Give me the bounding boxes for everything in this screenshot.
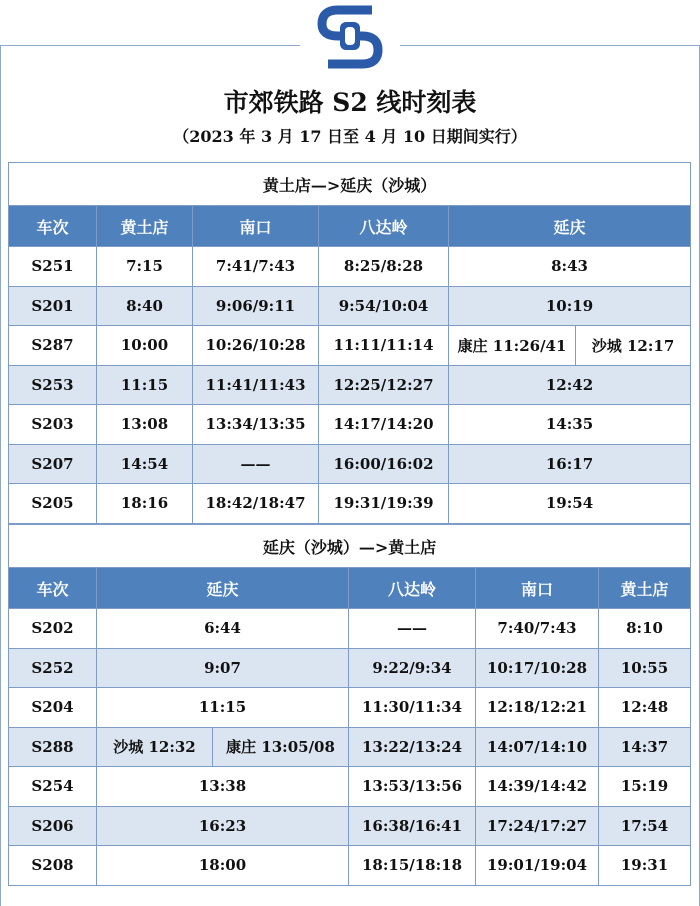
header-row: [9, 568, 691, 609]
train-number: S253: [9, 365, 97, 405]
train-number: S206: [9, 806, 97, 846]
time-cell: 14:37: [599, 727, 691, 767]
time-cell: 16:38/16:41: [349, 806, 476, 846]
train-number: S205: [9, 484, 97, 524]
column-header: 车次: [9, 206, 97, 247]
time-cell: 16:17: [449, 444, 691, 484]
time-cell: 10:55: [599, 648, 691, 688]
time-cell: 11:30/11:34: [349, 688, 476, 728]
time-cell: 18:15/18:18: [349, 846, 476, 886]
train-number: S287: [9, 326, 97, 366]
time-cell: 11:15: [97, 365, 193, 405]
table-row: [9, 444, 691, 484]
table-row: [9, 405, 691, 445]
time-cell: 8:40: [97, 286, 193, 326]
time-cell: 19:31/19:39: [319, 484, 449, 524]
train-number: S251: [9, 247, 97, 287]
time-cell: 沙城 12:32: [97, 727, 213, 767]
time-cell: 康庄 11:26/41: [449, 326, 576, 366]
time-cell: 7:41/7:43: [193, 247, 319, 287]
time-cell: 11:15: [97, 688, 349, 728]
time-cell: 6:44: [97, 609, 349, 649]
table-row: [9, 365, 691, 405]
table-row: [9, 484, 691, 524]
time-cell: 12:48: [599, 688, 691, 728]
time-cell: 14:39/14:42: [476, 767, 599, 807]
time-cell: 10:26/10:28: [193, 326, 319, 366]
time-cell: 8:43: [449, 247, 691, 287]
train-number: S204: [9, 688, 97, 728]
time-cell: 16:00/16:02: [319, 444, 449, 484]
time-cell: 15:19: [599, 767, 691, 807]
time-cell: 13:53/13:56: [349, 767, 476, 807]
time-cell: 17:54: [599, 806, 691, 846]
train-number: S202: [9, 609, 97, 649]
time-cell: 18:42/18:47: [193, 484, 319, 524]
time-cell: 9:22/9:34: [349, 648, 476, 688]
train-number: S207: [9, 444, 97, 484]
time-cell: 12:25/12:27: [319, 365, 449, 405]
train-number: S203: [9, 405, 97, 445]
time-cell: ——: [193, 444, 319, 484]
logo-icon: [300, 2, 400, 72]
time-cell: 11:11/11:14: [319, 326, 449, 366]
time-cell: 13:38: [97, 767, 349, 807]
time-cell: 14:07/14:10: [476, 727, 599, 767]
train-number: S252: [9, 648, 97, 688]
train-number: S254: [9, 767, 97, 807]
time-cell: 12:42: [449, 365, 691, 405]
time-cell: 16:23: [97, 806, 349, 846]
table-row: [9, 648, 691, 688]
time-cell: 13:08: [97, 405, 193, 445]
time-cell: 10:17/10:28: [476, 648, 599, 688]
column-header: 八达岭: [319, 206, 449, 247]
table-row: [9, 767, 691, 807]
time-cell: 13:22/13:24: [349, 727, 476, 767]
time-cell: 9:07: [97, 648, 349, 688]
column-header: 黄土店: [97, 206, 193, 247]
train-number: S208: [9, 846, 97, 886]
time-cell: 9:06/9:11: [193, 286, 319, 326]
column-header: 南口: [476, 568, 599, 609]
inbound-timetable: [8, 524, 691, 886]
direction-caption: 黄土店—>延庆（沙城）: [9, 163, 691, 206]
time-cell: 10:19: [449, 286, 691, 326]
time-cell: 康庄 13:05/08: [213, 727, 349, 767]
time-cell: 10:00: [97, 326, 193, 366]
direction-caption: 延庆（沙城）—>黄土店: [9, 525, 691, 568]
time-cell: 19:54: [449, 484, 691, 524]
time-cell: 9:54/10:04: [319, 286, 449, 326]
column-header: 延庆: [97, 568, 349, 609]
header-row: [9, 206, 691, 247]
column-header: 八达岭: [349, 568, 476, 609]
time-cell: 14:54: [97, 444, 193, 484]
railway-logo: [300, 2, 400, 72]
time-cell: 17:24/17:27: [476, 806, 599, 846]
table-row: [9, 326, 691, 366]
time-cell: 7:15: [97, 247, 193, 287]
direction-caption-row: [9, 163, 691, 206]
outbound-timetable: [8, 162, 691, 524]
time-cell: 7:40/7:43: [476, 609, 599, 649]
page-subtitle: （2023 年 3 月 17 日至 4 月 10 日期间实行）: [173, 127, 527, 146]
time-cell: 12:18/12:21: [476, 688, 599, 728]
train-number: S201: [9, 286, 97, 326]
time-cell: 沙城 12:17: [576, 326, 691, 366]
table-row: [9, 286, 691, 326]
table-row: [9, 806, 691, 846]
table-row: [9, 727, 691, 767]
table-row: [9, 609, 691, 649]
time-cell: 14:17/14:20: [319, 405, 449, 445]
column-header: 黄土店: [599, 568, 691, 609]
time-cell: 13:34/13:35: [193, 405, 319, 445]
time-cell: ——: [349, 609, 476, 649]
direction-caption-row: [9, 525, 691, 568]
page-title: 市郊铁路 S2 线时刻表: [223, 88, 477, 117]
time-cell: 8:10: [599, 609, 691, 649]
time-cell: 11:41/11:43: [193, 365, 319, 405]
time-cell: 19:31: [599, 846, 691, 886]
train-number: S288: [9, 727, 97, 767]
column-header: 车次: [9, 568, 97, 609]
column-header: 延庆: [449, 206, 691, 247]
table-row: [9, 247, 691, 287]
time-cell: 14:35: [449, 405, 691, 445]
table-row: [9, 688, 691, 728]
time-cell: 18:16: [97, 484, 193, 524]
time-cell: 19:01/19:04: [476, 846, 599, 886]
time-cell: 18:00: [97, 846, 349, 886]
time-cell: 8:25/8:28: [319, 247, 449, 287]
column-header: 南口: [193, 206, 319, 247]
table-row: [9, 846, 691, 886]
